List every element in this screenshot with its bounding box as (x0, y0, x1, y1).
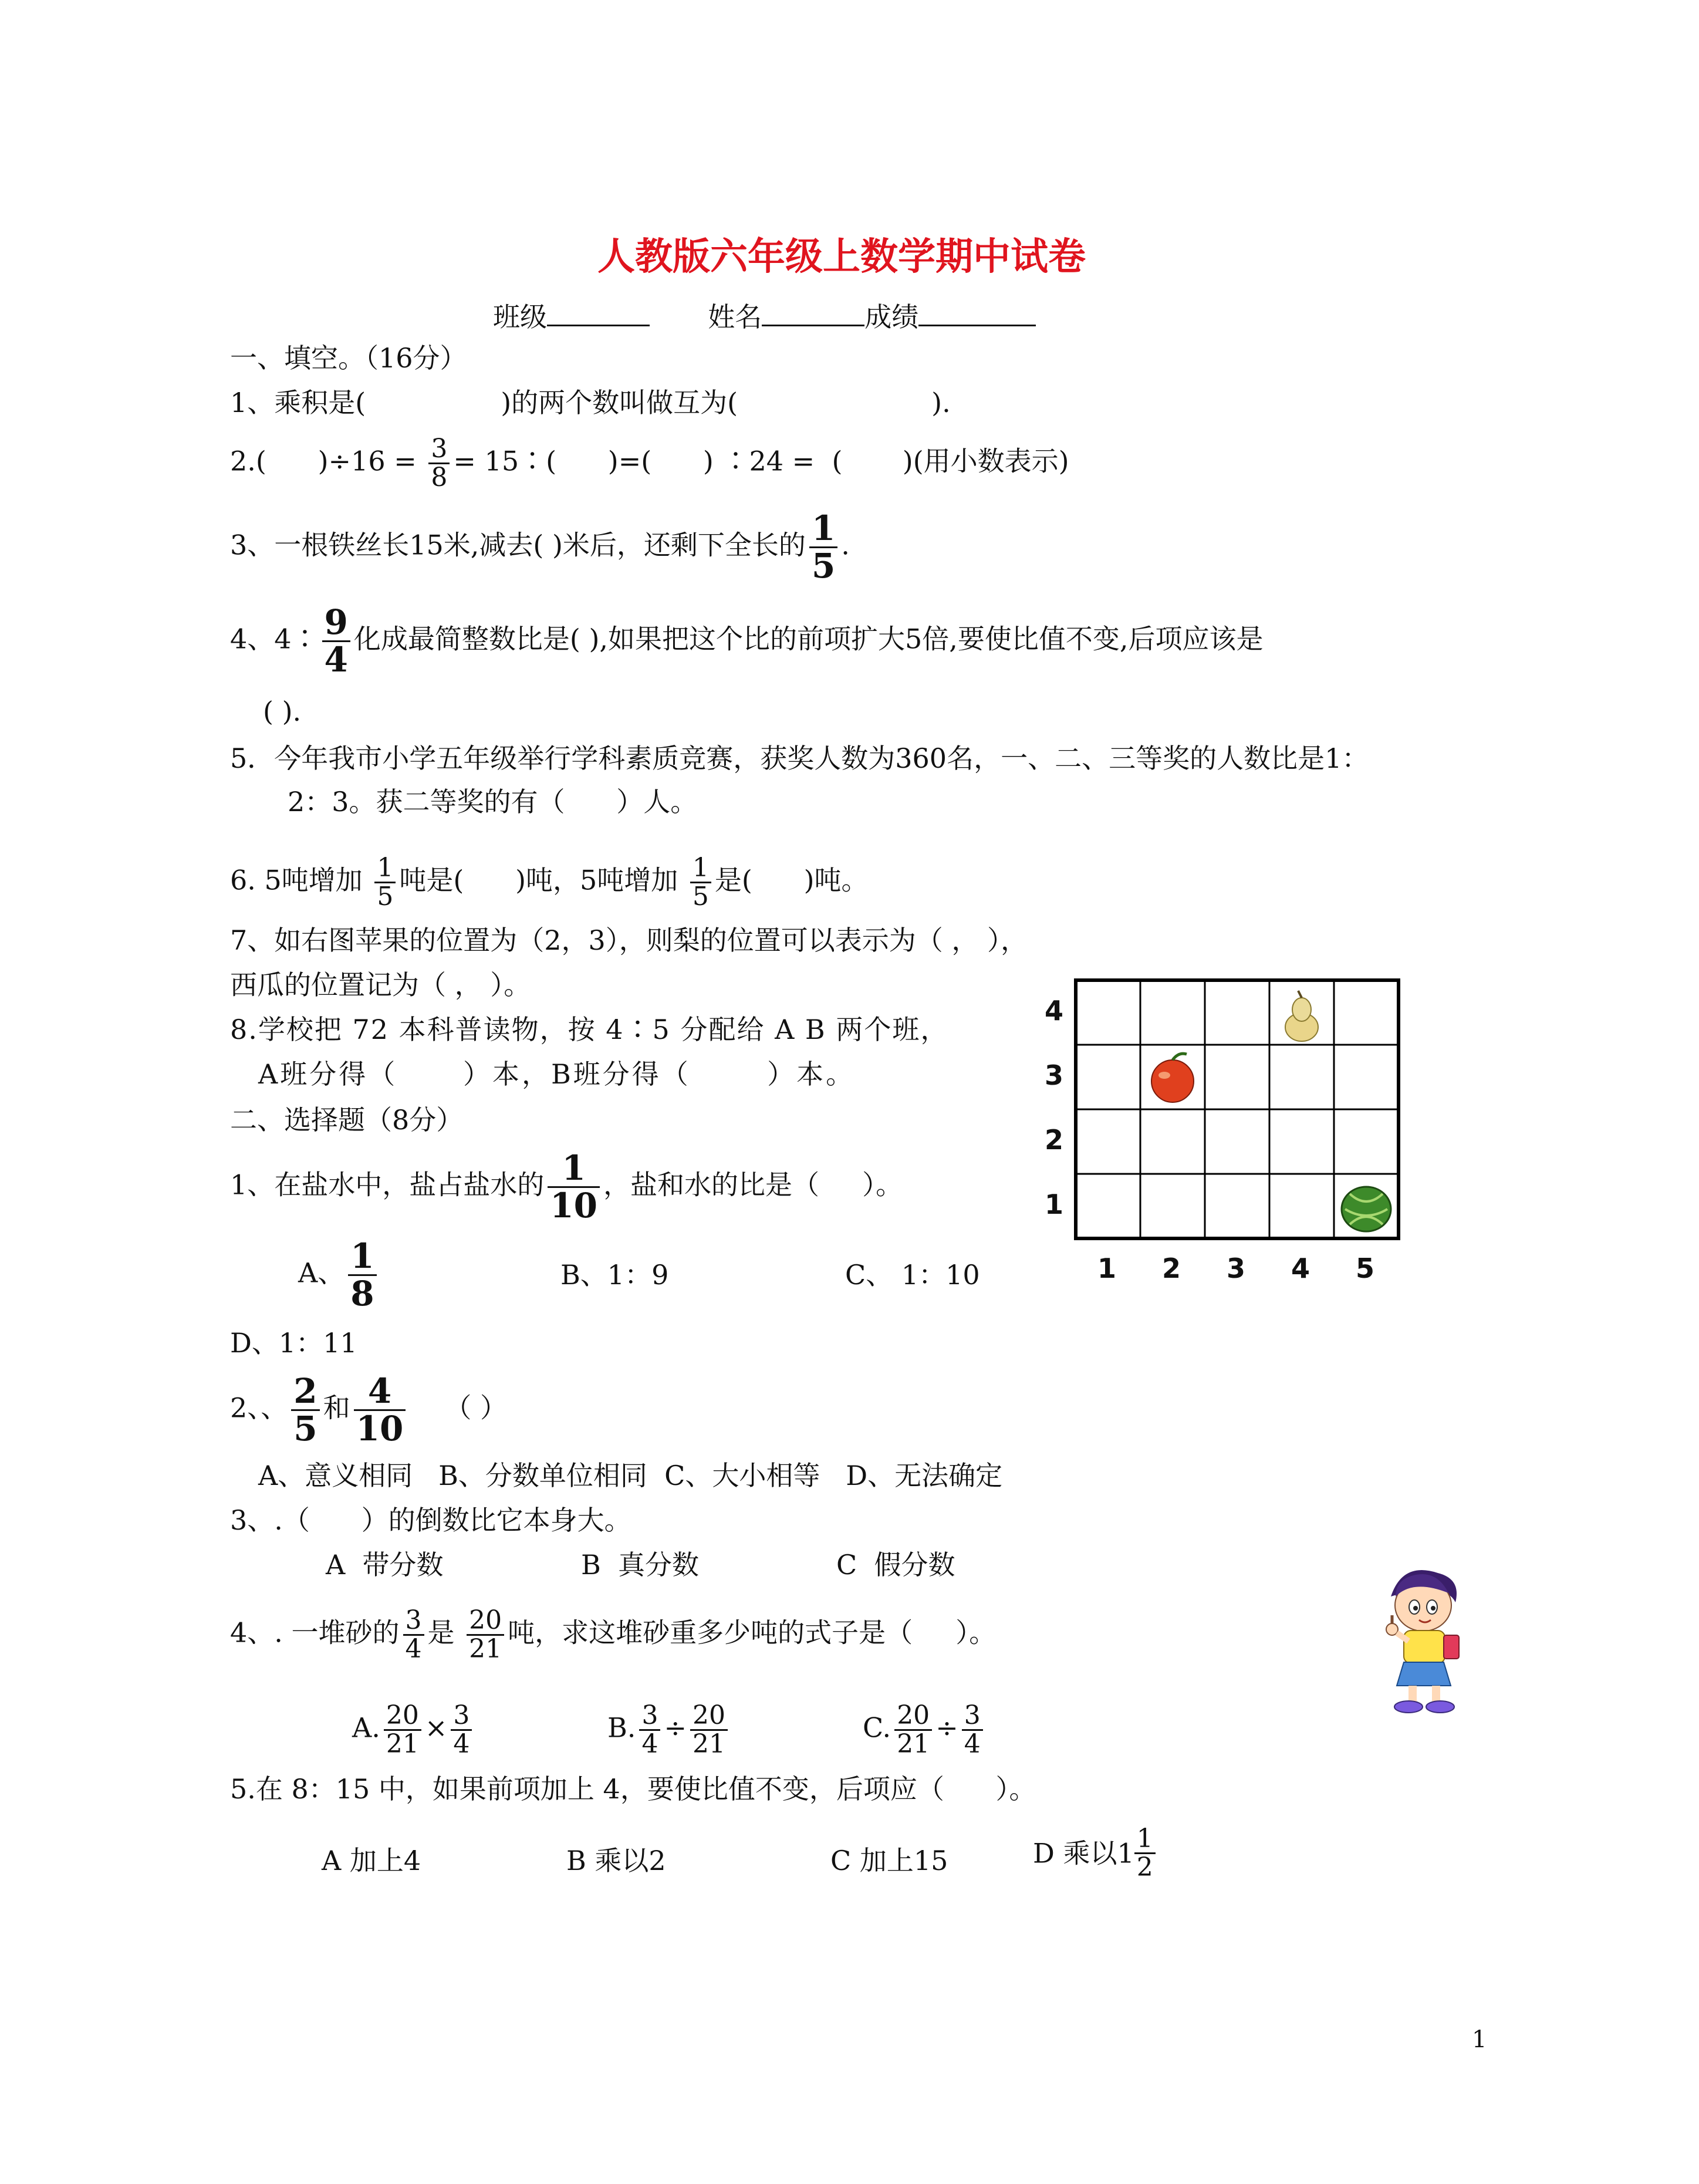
fraction-9-4: $\frac{9}{4}$ (322, 605, 350, 678)
fraction-3-4: $\frac{3}{4}$ (403, 1607, 424, 1663)
question-1-7-cont: 西瓜的位置记为（ ， ）。 (230, 969, 531, 1001)
fraction-1-10: $\frac{1}{10}$ (548, 1150, 600, 1224)
watermelon-icon (1342, 1187, 1391, 1231)
question-2-1-option-a[interactable]: A、 $\frac{1}{8}$ (298, 1238, 380, 1312)
col-label-2: 2 (1162, 1253, 1181, 1284)
question-2-2: 2、、 $\frac{2}{5}$ 和 $\frac{4}{10}$ （ ） (230, 1371, 507, 1449)
page-title: 人教版六年级上数学期中试卷 (597, 235, 1086, 279)
fraction-1-8: $\frac{1}{8}$ (348, 1238, 376, 1312)
question-1-3: 3、一根铁丝长15米,减去( )米后，还剩下全长的 $\frac{1}{5}$ . (230, 508, 850, 586)
question-1-4-cont: ( ). (263, 696, 302, 727)
col-label-5: 5 (1356, 1253, 1375, 1284)
coordinate-grid-figure (1033, 968, 1420, 1297)
question-2-3-option-c[interactable]: C 假分数 (836, 1549, 955, 1581)
score-blank[interactable] (918, 301, 1036, 326)
fraction-1-2: $\frac{1}{2}$ (1134, 1825, 1156, 1881)
score-label: 成绩 (864, 301, 919, 333)
cartoon-boy-illustration (1367, 1561, 1485, 1720)
fraction-1-5-a: $\frac{1}{5}$ (374, 855, 396, 910)
name-blank[interactable] (762, 301, 864, 326)
question-1-1: 1、乘积是( )的两个数叫做互为( ). (230, 387, 951, 418)
question-2-3-option-a[interactable]: A 带分数 (326, 1549, 444, 1581)
row-label-4: 4 (1045, 995, 1064, 1027)
coordinate-grid (1033, 968, 1420, 1297)
question-2-1-option-d[interactable]: D、1：11 (230, 1327, 357, 1359)
question-2-3: 3、.（ ）的倒数比它本身大。 (230, 1504, 631, 1536)
class-label: 班级 (493, 301, 547, 333)
section-2-heading: 二、选择题（8分） (230, 1104, 464, 1136)
fraction-1-5-b: $\frac{1}{5}$ (690, 855, 711, 910)
class-blank[interactable] (547, 301, 650, 326)
col-label-4: 4 (1291, 1253, 1310, 1284)
question-2-2-options[interactable]: A、意义相同 B、分数单位相同 C、大小相等 D、无法确定 (258, 1460, 1003, 1491)
student-info-line (493, 299, 1036, 335)
question-1-8: 8.学校把 72 本科普读物，按 4∶5 分配给 A B 两个班， (230, 1014, 949, 1045)
question-1-2: 2.( )÷16 = $\frac{3}{8}$ = 15∶( )=( ) ∶24 = ( )(用小数表示) (230, 434, 1069, 493)
fraction-2-5: $\frac{2}{5}$ (291, 1373, 319, 1447)
col-label-3: 3 (1227, 1253, 1246, 1284)
fraction-20-21: $\frac{20}{21}$ (467, 1607, 504, 1663)
question-2-5-option-a[interactable]: A 加上4 (322, 1845, 421, 1876)
fraction-3-8: $\frac{3}{8}$ (428, 436, 450, 491)
question-2-5: 5.在 8：15 中，如果前项加上 4，要使比值不变，后项应（ ）。 (230, 1773, 1036, 1805)
boy-icon (1367, 1561, 1485, 1720)
question-1-5-cont: 2：3。获二等奖的有（ ）人。 (288, 786, 698, 818)
question-2-3-option-b[interactable]: B 真分数 (581, 1549, 700, 1581)
question-2-4-option-a[interactable]: A. $\frac{20}{21}$ × $\frac{3}{4}$ (352, 1702, 475, 1758)
question-2-5-option-c[interactable]: C 加上15 (830, 1845, 948, 1876)
row-label-3: 3 (1045, 1059, 1064, 1091)
question-2-5-option-d[interactable]: D 乘以1 $\frac{1}{2}$ (1033, 1825, 1159, 1881)
question-1-4: 4、4∶ $\frac{9}{4}$ 化成最简整数比是( ),如果把这个比的前项扩大5倍,要使比值不变,后项应该是 (230, 602, 1264, 680)
fraction-1-5: $\frac{1}{5}$ (809, 511, 837, 584)
page-number: 1 (1472, 2026, 1487, 2053)
question-2-4-option-b[interactable]: B. $\frac{3}{4}$ ÷ $\frac{20}{21}$ (607, 1702, 731, 1758)
question-2-4: 4、. 一堆砂的 $\frac{3}{4}$ 是 $\frac{20}{21}$ 吨，求这堆砂重多少吨的式子是（ ）。 (230, 1605, 997, 1665)
question-2-1-option-b[interactable]: B、1：9 (560, 1259, 669, 1291)
row-label-1: 1 (1045, 1189, 1064, 1220)
question-2-1-option-c[interactable]: C、 1：10 (845, 1259, 980, 1291)
question-1-8-cont: A班分得（ ）本，B班分得（ ）本。 (258, 1058, 856, 1090)
question-1-6: 6. 5吨增加 $\frac{1}{5}$ 吨是( )吨，5吨增加 $\frac{1}{5}$ 是( )吨。 (230, 853, 869, 912)
question-1-7: 7、如右图苹果的位置为（2，3），则梨的位置可以表示为（ ， ）， (230, 924, 1028, 956)
question-2-5-option-b[interactable]: B 乘以2 (566, 1845, 666, 1876)
question-2-1: 1、在盐水中，盐占盐水的 $\frac{1}{10}$ ，盐和水的比是（ ）。 (230, 1148, 903, 1226)
fraction-4-10: $\frac{4}{10}$ (354, 1373, 406, 1447)
question-1-5: 5．今年我市小学五年级举行学科素质竞赛，获奖人数为360名，一、二、三等奖的人数比是1： (230, 742, 1369, 774)
row-label-2: 2 (1045, 1124, 1064, 1156)
col-label-1: 1 (1097, 1253, 1117, 1284)
name-label: 姓名 (708, 301, 762, 333)
question-2-4-option-c[interactable]: C. $\frac{20}{21}$ ÷ $\frac{3}{4}$ (863, 1702, 987, 1758)
section-1-heading: 一、填空。（16分） (230, 342, 467, 374)
